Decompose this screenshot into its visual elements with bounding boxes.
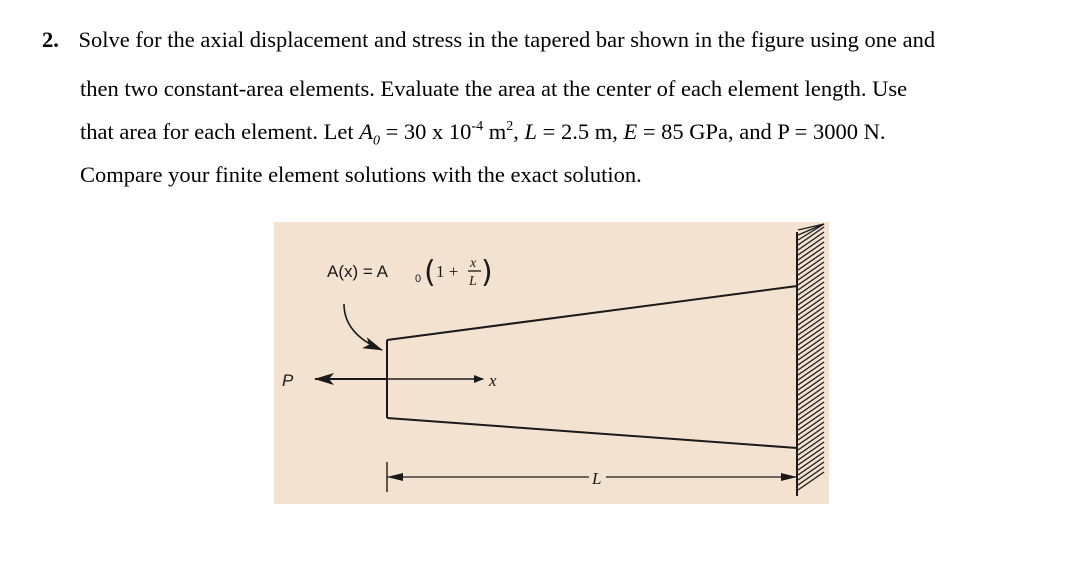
problem-text-line-3b: = 30 x 10: [379, 119, 472, 144]
problem-text-line-3f: = 85 GPa, and P = 3000 N.: [637, 119, 886, 144]
length-label: L: [592, 469, 602, 488]
formula-paren-open: (: [424, 255, 436, 290]
formula-paren-close: ): [481, 255, 493, 290]
length-symbol: L: [524, 119, 537, 144]
unit-squared: 2: [506, 119, 514, 134]
modulus-symbol: E: [623, 119, 638, 144]
exponent: -4: [471, 119, 484, 134]
area-subscript: 0: [372, 133, 380, 149]
unit-m: m: [483, 119, 507, 144]
formula-lhs: A(x) = A: [327, 262, 388, 281]
separator: ,: [513, 119, 525, 144]
problem-line-3: [80, 118, 886, 156]
problem-text-line-4: Compare your finite element solutions with the exact solution.: [80, 162, 642, 187]
tapered-bar-diagram: [274, 222, 829, 504]
problem-text-line-3e: = 2.5 m,: [537, 119, 624, 144]
problem-line-2: [80, 75, 907, 103]
formula-denominator: L: [469, 274, 477, 289]
problem-text-line-3a: that area for each element. Let: [80, 119, 360, 144]
problem-line-1: [42, 26, 935, 54]
problem-number: 2.: [42, 27, 59, 52]
problem-text-line-1: Solve for the axial displacement and stress in the tapered bar shown in the figure using one and: [78, 27, 936, 52]
problem-text-line-2: then two constant-area elements. Evaluate the area at the center of each element length. Use: [80, 76, 908, 101]
formula-numerator: x: [470, 256, 477, 271]
load-label: P: [282, 371, 294, 390]
problem-line-4: [80, 161, 642, 189]
formula-subscript: 0: [415, 273, 422, 285]
area-symbol: A: [359, 119, 373, 144]
tapered-bar-figure: [274, 222, 829, 504]
formula-one-plus: 1 +: [436, 262, 459, 281]
x-axis-label: x: [489, 371, 497, 390]
